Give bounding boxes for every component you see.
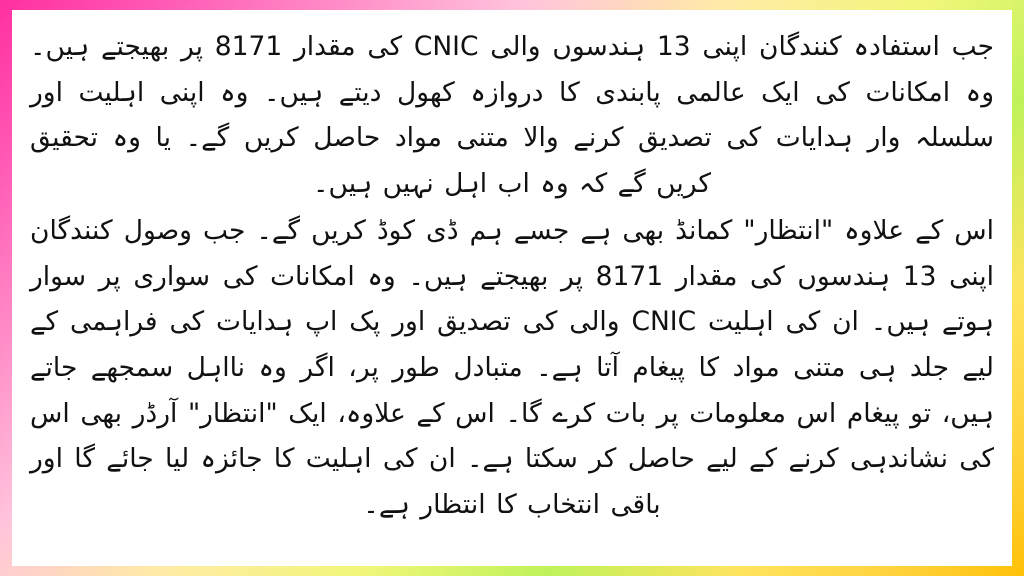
paper-surface	[12, 10, 1012, 566]
paragraph-1: جب استفادہ کنندگان اپنی 13 ہندسوں والی CNIC کی مقدار 8171 پر بھیجتے ہیں۔ وہ امکانات کی ایک عالمی پابندی کا دروازہ کھول دیتے ہیں۔ وہ اپنی اہلیت اور سلسلہ وار ہدایات کی تصدیق کرنے والا متنی مواد حاصل کریں گے۔ یا وہ تحقیق کریں گے کہ وہ اب اہل نہیں ہیں۔	[30, 31, 994, 199]
paragraph-2: اس کے علاوہ "انتظار" کمانڈ بھی ہے جسے ہم ڈی کوڈ کریں گے۔ جب وصول کنندگان اپنی 13 ہندسوں کی مقدار 8171 پر بھیجتے ہیں۔ وہ امکانات کی سواری پر سوار ہوتے ہیں۔ ان کی اہلیت CNIC والی کی تصدیق اور پک اپ ہدایات کی فراہمی کے لیے جلد ہی متنی مواد کا پیغام آتا ہے۔ متبادل طور پر، اگر وہ نااہل سمجھے جاتے ہیں، تو پیغام اس معلومات پر بات کرے گا۔ اس کے علاوہ، ایک "انتظار" آرڈر بھی اس کی نشاندہی کرنے کے لیے حاصل کر سکتا ہے۔ ان کی اہلیت کا جائزہ لیا جائے گا اور باقی انتخاب کا انتظار ہے۔	[30, 215, 995, 520]
urdu-article-body	[30, 24, 994, 527]
